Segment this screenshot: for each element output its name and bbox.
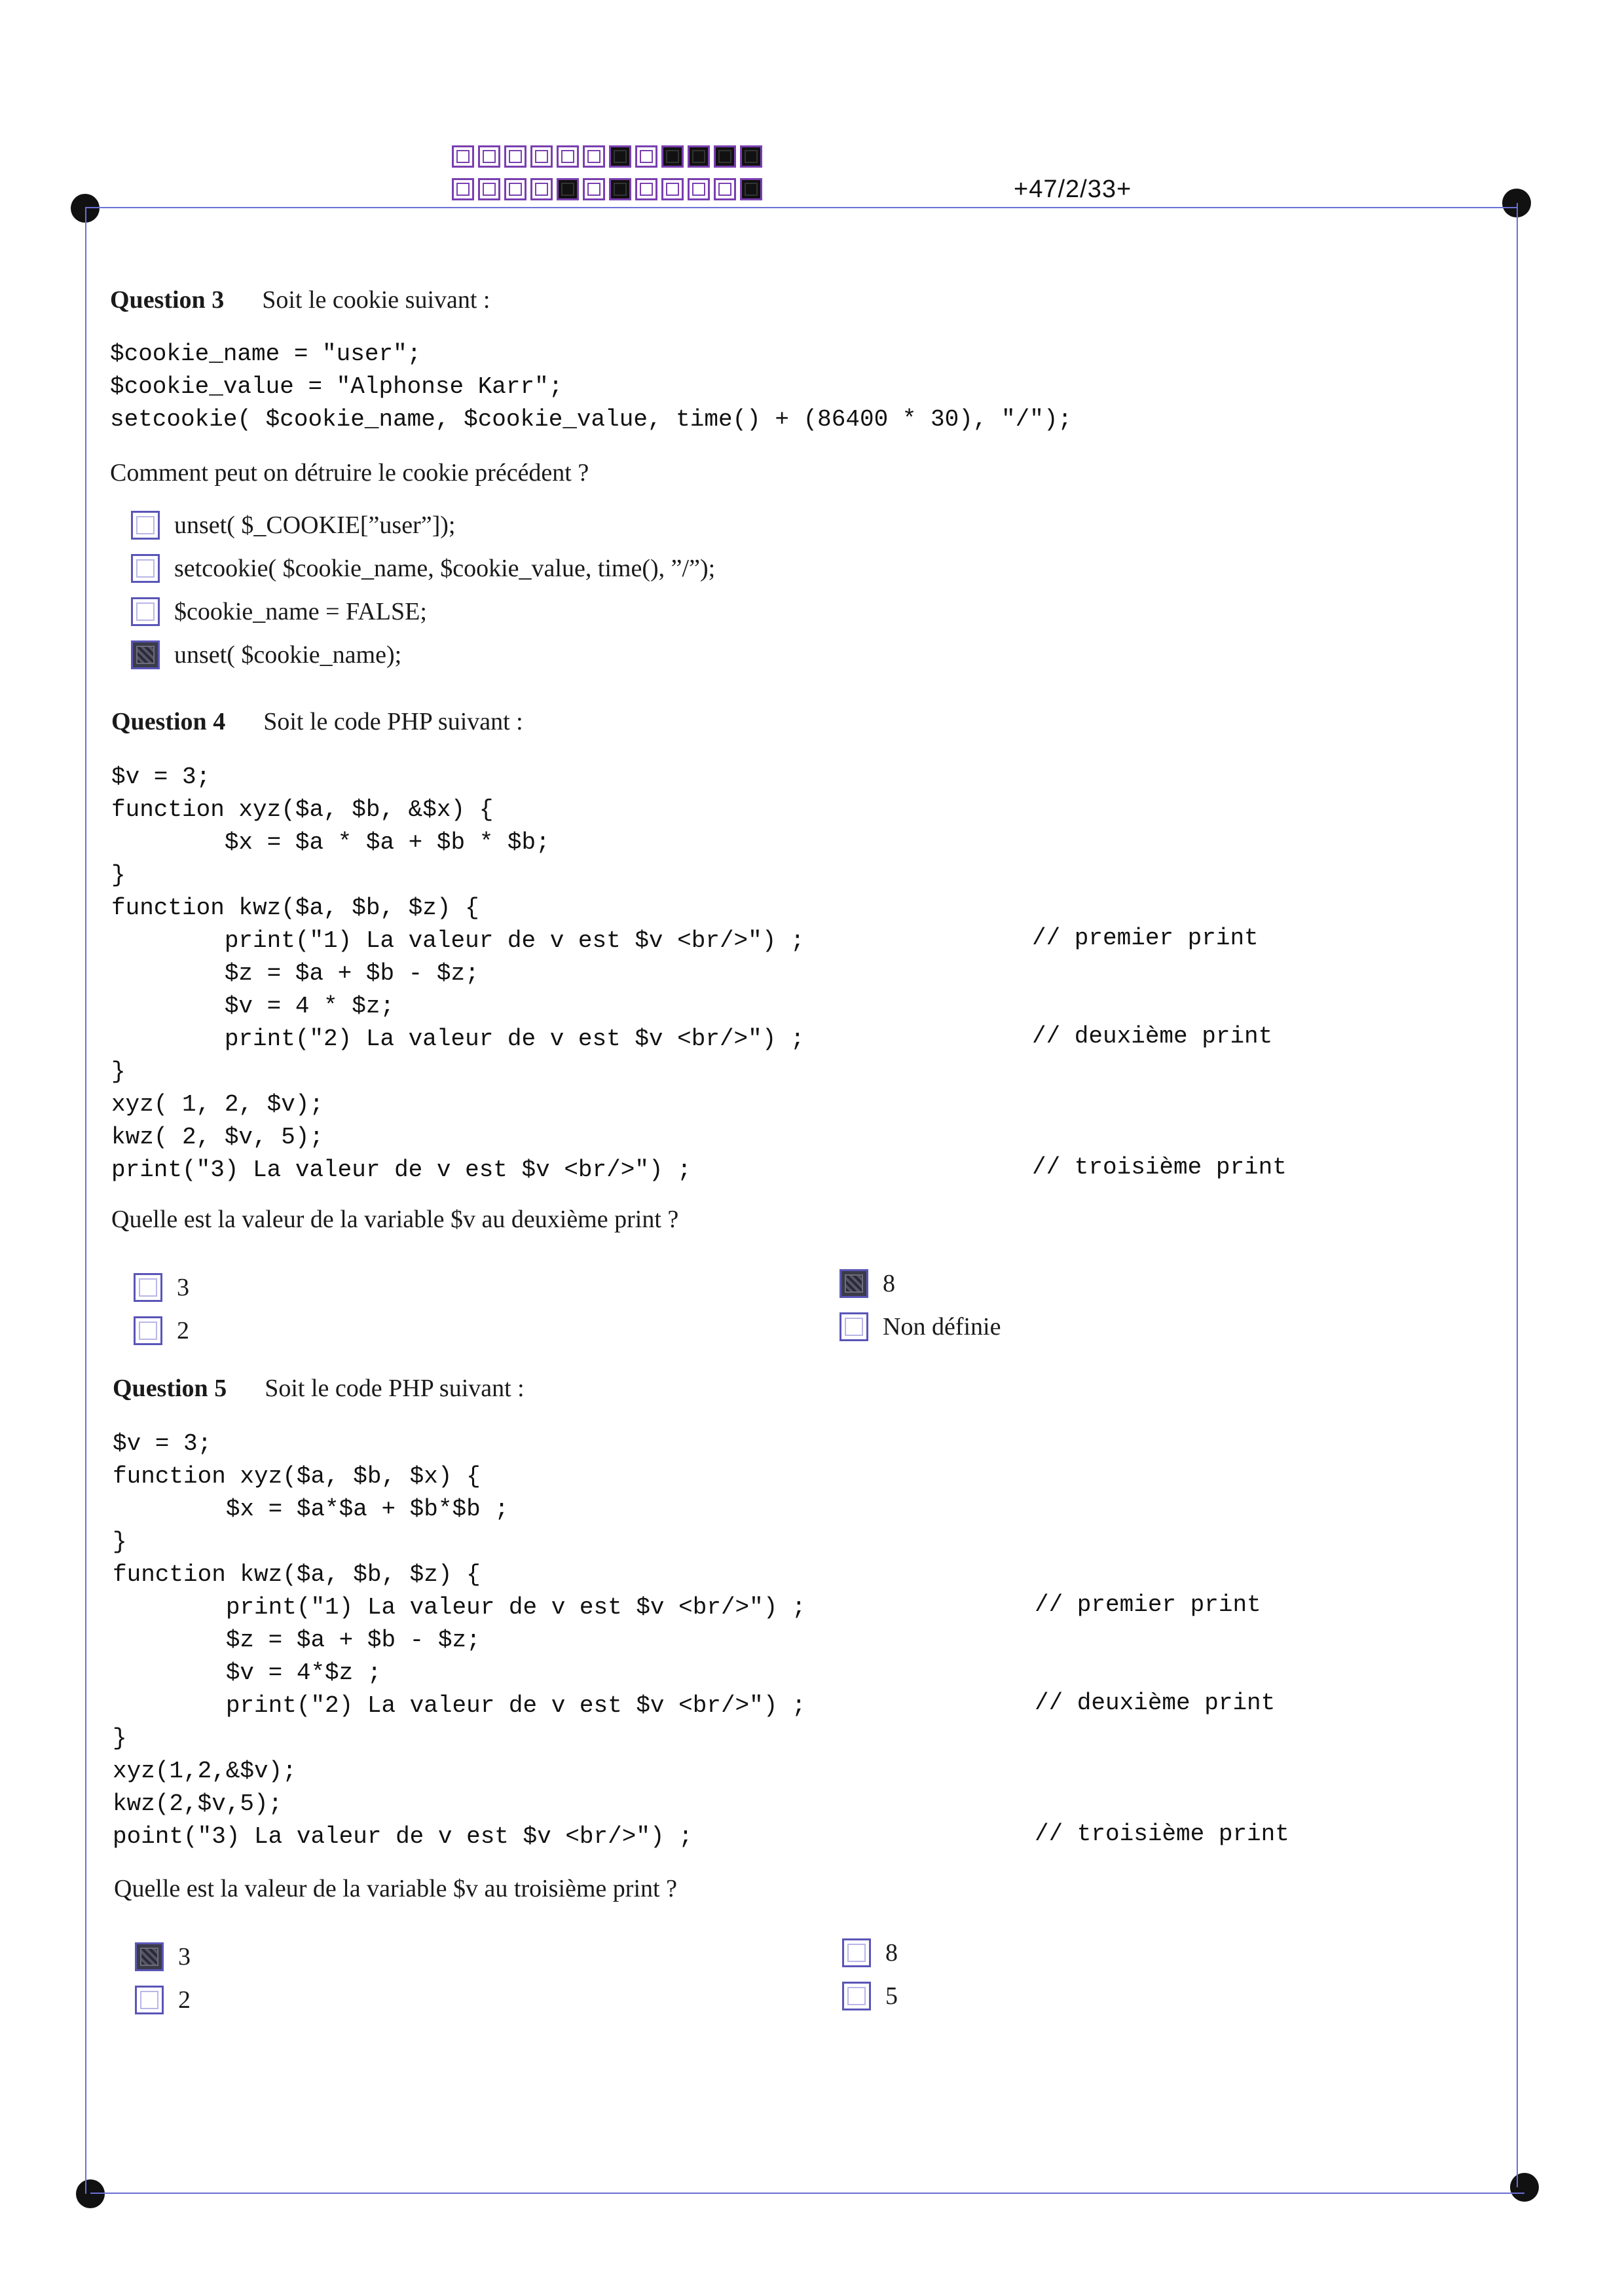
barcode-cell [688, 178, 710, 200]
choice-label: 2 [177, 1317, 189, 1344]
code-line: print("2) La valeur de v est $v <br/>") ; [113, 1692, 806, 1719]
question-intro: Soit le cookie suivant : [262, 286, 490, 314]
choice-label: unset( $_COOKIE[”user”]); [174, 511, 456, 539]
code-line: } [111, 862, 126, 889]
q3-choice-3[interactable] [131, 597, 427, 626]
barcode-cell [504, 178, 526, 200]
code-line: function kwz($a, $b, $z) { [113, 1561, 481, 1588]
choice-label: 8 [883, 1270, 895, 1297]
barcode-cell [478, 178, 500, 200]
frame-top [85, 207, 1517, 208]
question-number: Question 3 [110, 286, 225, 314]
code-line: setcookie( $cookie_name, $cookie_value, time() + (86400 * 30), "/"); [110, 406, 1073, 433]
barcode-row-1 [452, 145, 766, 168]
question-4-code [111, 761, 805, 1187]
code-comment: // troisième print [1035, 1821, 1289, 1847]
barcode-cell [661, 145, 684, 168]
frame-left [85, 207, 86, 2194]
q3-choice-2[interactable] [131, 554, 715, 583]
q5-choice-4[interactable] [842, 1982, 898, 2010]
q5-choice-2[interactable] [135, 1986, 191, 2014]
choice-label: Non définie [883, 1313, 1001, 1341]
barcode-cell [452, 178, 474, 200]
question-intro: Soit le code PHP suivant : [265, 1375, 525, 1402]
code-line: $v = 4*$z ; [113, 1659, 382, 1686]
checkbox[interactable] [134, 1316, 162, 1345]
choice-label: 3 [178, 1943, 191, 1971]
code-line: $cookie_value = "Alphonse Karr"; [110, 373, 563, 400]
choice-label: 8 [885, 1939, 898, 1967]
barcode-cell [478, 145, 500, 168]
checkbox[interactable] [131, 597, 160, 626]
code-line: } [113, 1725, 127, 1752]
barcode-cell [557, 145, 579, 168]
frame-right [1517, 203, 1518, 2187]
question-4-header [111, 707, 523, 736]
code-line: print("1) La valeur de v est $v <br/>") ; [113, 1594, 806, 1621]
code-line: $x = $a * $a + $b * $b; [111, 829, 550, 856]
barcode-cell [714, 178, 736, 200]
checkbox[interactable] [131, 511, 160, 540]
question-4-prompt: Quelle est la valeur de la variable $v au deuxième print ? [111, 1206, 679, 1233]
barcode-cell [583, 178, 605, 200]
code-line: function xyz($a, $b, &$x) { [111, 796, 494, 823]
choice-label: $cookie_name = FALSE; [174, 598, 427, 625]
barcode-cell [740, 145, 762, 168]
barcode-cell [609, 145, 631, 168]
barcode-cell [609, 178, 631, 200]
q4-choice-1[interactable] [134, 1273, 189, 1302]
barcode-cell [635, 178, 657, 200]
q5-choice-3[interactable] [842, 1938, 898, 1967]
code-line: } [113, 1528, 127, 1555]
code-line: print("3) La valeur de v est $v <br/>") ; [111, 1157, 692, 1183]
question-number: Question 4 [111, 708, 226, 735]
code-comment: // deuxième print [1035, 1690, 1276, 1716]
question-5-header [113, 1374, 525, 1403]
code-line: $x = $a*$a + $b*$b ; [113, 1496, 509, 1523]
code-line: kwz(2,$v,5); [113, 1790, 283, 1817]
q3-choice-4[interactable] [131, 640, 401, 669]
checkbox[interactable] [131, 554, 160, 583]
checkbox[interactable] [842, 1982, 871, 2010]
frame-bottom [90, 2193, 1524, 2194]
code-comment: // troisième print [1032, 1154, 1287, 1181]
checkbox[interactable] [840, 1269, 868, 1298]
barcode-cell [557, 178, 579, 200]
question-3-header [110, 286, 490, 314]
question-5-code [113, 1428, 806, 1853]
code-line: $z = $a + $b - $z; [111, 960, 479, 987]
barcode-row-2 [452, 178, 766, 200]
choice-label: 2 [178, 1986, 191, 2014]
choice-label: 3 [177, 1274, 189, 1301]
code-comment: // premier print [1032, 925, 1259, 952]
code-line: xyz( 1, 2, $v); [111, 1091, 324, 1118]
code-line: kwz( 2, $v, 5); [111, 1124, 324, 1151]
code-line: xyz(1,2,&$v); [113, 1758, 297, 1785]
barcode-cell [530, 178, 553, 200]
question-5-prompt: Quelle est la valeur de la variable $v au troisième print ? [114, 1875, 677, 1902]
code-line: function kwz($a, $b, $z) { [111, 895, 479, 921]
barcode-cell [714, 145, 736, 168]
corner-mark-bottom-right [1510, 2173, 1539, 2202]
question-3-prompt: Comment peut on détruire le cookie précédent ? [110, 459, 589, 487]
code-line: function xyz($a, $b, $x) { [113, 1463, 481, 1490]
code-comment: // deuxième print [1032, 1023, 1273, 1050]
code-line: } [111, 1058, 126, 1085]
code-line: $v = 4 * $z; [111, 993, 395, 1020]
checkbox[interactable] [840, 1312, 868, 1341]
question-intro: Soit le code PHP suivant : [263, 708, 523, 735]
barcode-cell [635, 145, 657, 168]
checkbox[interactable] [131, 640, 160, 669]
checkbox[interactable] [134, 1273, 162, 1302]
question-number: Question 5 [113, 1375, 227, 1402]
page-id: +47/2/33+ [1014, 176, 1132, 203]
q4-choice-2[interactable] [134, 1316, 189, 1345]
barcode-cell [530, 145, 553, 168]
barcode-cell [688, 145, 710, 168]
checkbox[interactable] [135, 1986, 164, 2014]
code-line: $cookie_name = "user"; [110, 341, 422, 367]
q4-choice-4[interactable] [840, 1312, 1001, 1341]
code-line: $z = $a + $b - $z; [113, 1627, 481, 1654]
q4-choice-3[interactable] [840, 1269, 895, 1298]
barcode-cell [504, 145, 526, 168]
checkbox[interactable] [842, 1938, 871, 1967]
choice-label: 5 [885, 1982, 898, 2010]
checkbox[interactable] [135, 1942, 164, 1971]
choice-label: unset( $cookie_name); [174, 641, 402, 669]
choice-label: setcookie( $cookie_name, $cookie_value, time(), ”/”); [174, 555, 716, 582]
barcode-cell [452, 145, 474, 168]
code-line: $v = 3; [111, 764, 211, 790]
barcode-cell [740, 178, 762, 200]
barcode-cell [583, 145, 605, 168]
corner-mark-bottom-left [76, 2179, 105, 2208]
question-3-code [110, 338, 1072, 436]
code-line: print("2) La valeur de v est $v <br/>") ; [111, 1026, 805, 1052]
q5-choice-1[interactable] [135, 1942, 191, 1971]
code-line: point("3) La valeur de v est $v <br/>") ; [113, 1823, 693, 1850]
code-comment: // premier print [1035, 1591, 1261, 1618]
code-line: print("1) La valeur de v est $v <br/>") ; [111, 927, 805, 954]
code-line: $v = 3; [113, 1430, 212, 1457]
barcode-cell [661, 178, 684, 200]
q3-choice-1[interactable] [131, 511, 455, 540]
